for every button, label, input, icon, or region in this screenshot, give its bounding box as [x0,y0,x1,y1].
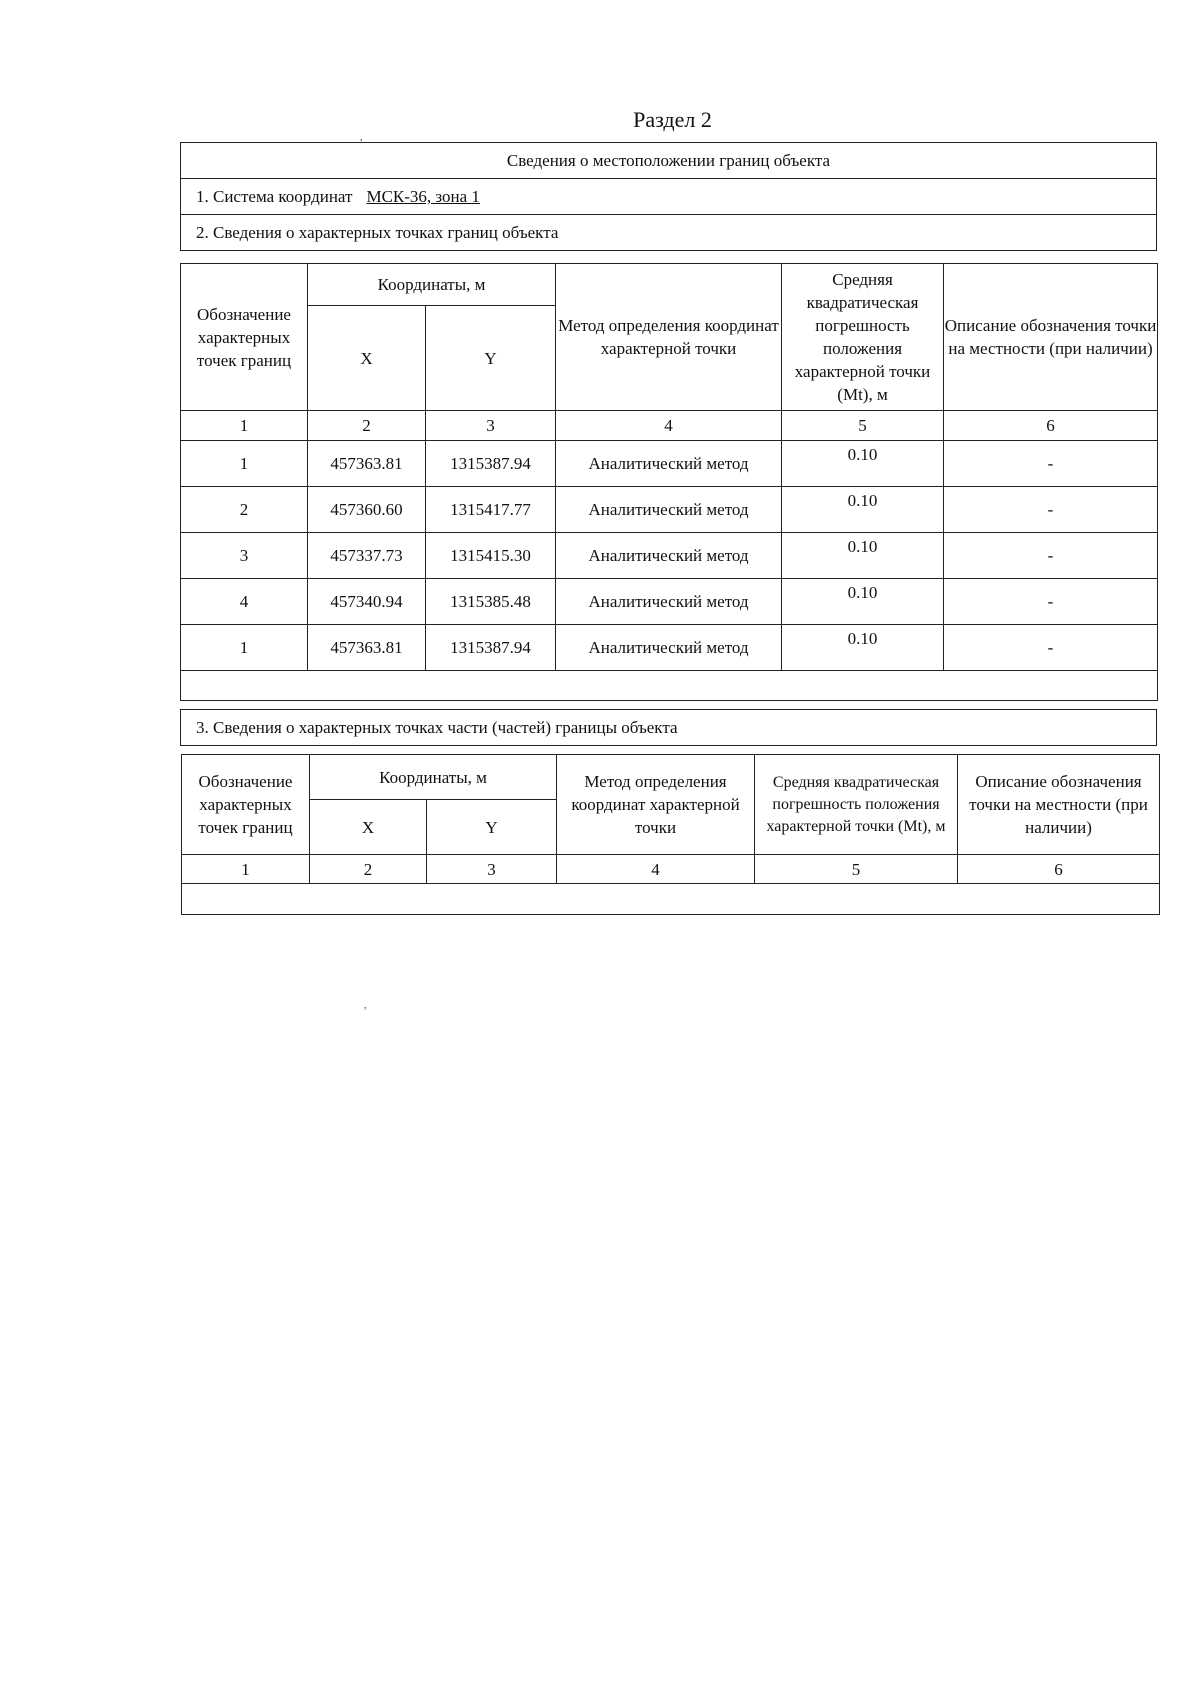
scan-mark: , [360,132,363,143]
method: Аналитический метод [556,441,782,487]
points-table [180,263,1158,701]
col-y-header: Y [427,800,557,855]
x-coordinate: 457363.81 [308,625,426,671]
column-number: 5 [782,411,944,441]
column-number: 2 [308,411,426,441]
column-number: 5 [755,855,958,884]
empty-cell [181,671,1158,701]
col-method-header: Метод определения координат характерной точки [556,264,782,411]
points-title: 2. Сведения о характерных точках границ объекта [181,215,1157,251]
method: Аналитический метод [556,625,782,671]
x-coordinate: 457337.73 [308,533,426,579]
col-desc-header: Описание обозначения точки на местности (при наличии) [944,264,1158,411]
point-description: - [944,487,1158,533]
method: Аналитический метод [556,487,782,533]
empty-cell [182,884,1160,915]
error-value: 0.10 [782,533,944,579]
parts-header [180,709,1157,746]
col-x-header: X [310,800,427,855]
object-info-header [180,142,1157,251]
column-number: 6 [944,411,1158,441]
column-numbers-row [181,411,1158,441]
column-number: 4 [557,855,755,884]
column-number: 2 [310,855,427,884]
col-point-header: Обозначение характерных точек границ [182,755,310,855]
error-value: 0.10 [782,441,944,487]
empty-row [182,884,1160,915]
column-number: 3 [427,855,557,884]
col-error-header: Средняя квадратическая погрешность положения характерной точки (Mt), м [782,264,944,411]
table-row [181,625,1158,671]
parts-table [181,754,1160,915]
table-row [181,441,1158,487]
col-desc-header: Описание обозначения точки на местности (при наличии) [958,755,1160,855]
point-number: 1 [181,625,308,671]
column-numbers-row [182,855,1160,884]
coord-system-value: МСК-36, зона 1 [366,187,480,206]
coord-system-row [181,179,1157,215]
point-description: - [944,441,1158,487]
point-number: 4 [181,579,308,625]
point-description: - [944,533,1158,579]
coord-system-label: 1. Система координат [196,187,353,206]
point-description: - [944,625,1158,671]
table-row [181,533,1158,579]
point-number: 2 [181,487,308,533]
error-value: 0.10 [782,625,944,671]
section-title: Раздел 2 [633,107,712,132]
scan-mark: , [364,1000,367,1011]
method: Аналитический метод [556,533,782,579]
header-title: Сведения о местоположении границ объекта [181,143,1157,179]
col-coords-header: Координаты, м [308,264,556,306]
y-coordinate: 1315387.94 [426,625,556,671]
y-coordinate: 1315385.48 [426,579,556,625]
y-coordinate: 1315417.77 [426,487,556,533]
point-number: 3 [181,533,308,579]
empty-row [181,671,1158,701]
parts-title: 3. Сведения о характерных точках части (частей) границы объекта [181,710,1157,746]
table-row [181,487,1158,533]
table-row [181,579,1158,625]
col-point-header: Обозначение характерных точек границ [181,264,308,411]
x-coordinate: 457340.94 [308,579,426,625]
error-value: 0.10 [782,487,944,533]
column-number: 3 [426,411,556,441]
point-description: - [944,579,1158,625]
col-y-header: Y [426,306,556,411]
method: Аналитический метод [556,579,782,625]
col-x-header: X [308,306,426,411]
column-number: 4 [556,411,782,441]
col-error-header: Средняя квадратическая погрешность положения характерной точки (Mt), м [755,755,958,855]
x-coordinate: 457360.60 [308,487,426,533]
y-coordinate: 1315415.30 [426,533,556,579]
error-value: 0.10 [782,579,944,625]
x-coordinate: 457363.81 [308,441,426,487]
y-coordinate: 1315387.94 [426,441,556,487]
col-coords-header: Координаты, м [310,755,557,800]
column-number: 1 [182,855,310,884]
point-number: 1 [181,441,308,487]
col-method-header: Метод определения координат характерной точки [557,755,755,855]
column-number: 1 [181,411,308,441]
column-number: 6 [958,855,1160,884]
